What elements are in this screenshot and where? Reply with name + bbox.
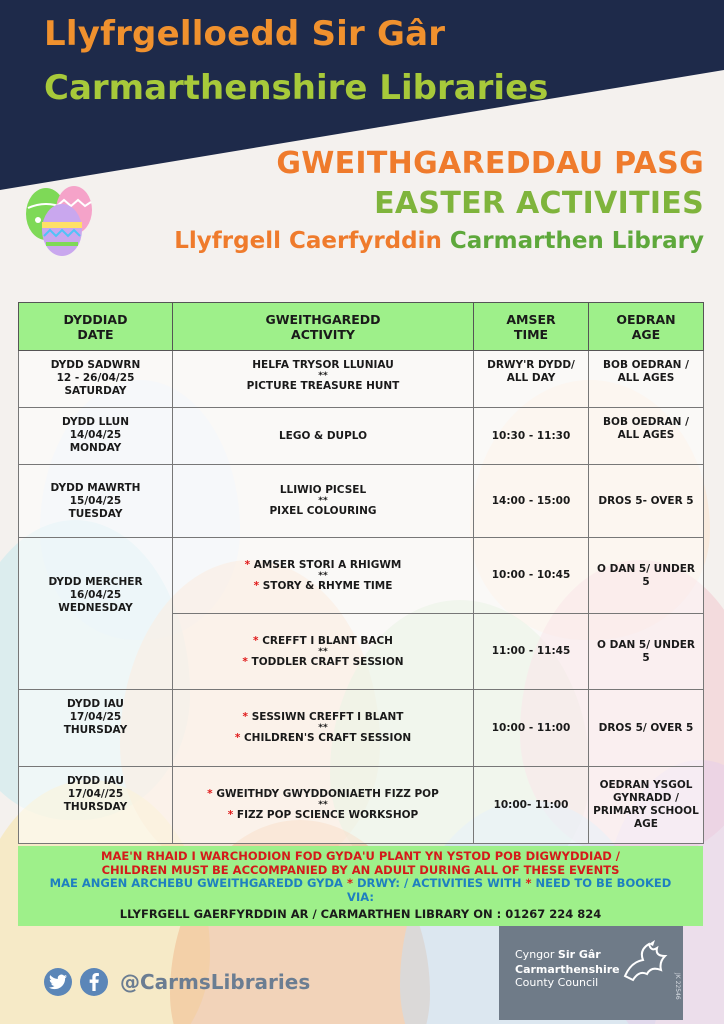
easter-eggs-icon [24,182,96,258]
document-code: JK 22546 [674,973,681,1000]
age-cell: DROS 5- OVER 5 [589,465,704,538]
activity-cell: LEGO & DUPLO [173,408,474,465]
activity-cell: * SESSIWN CREFFT I BLANT ** * CHILDREN'S CRAFT SESSION [173,690,474,767]
table-row [19,465,704,538]
booking-via: VIA: [347,889,374,904]
council-subtitle: County Council [515,976,599,989]
header-activity: GWEITHGAREDD ACTIVITY [173,303,474,351]
dragon-icon [621,936,671,986]
table-row [19,408,704,465]
time-cell: DRWY'R DYDD/ ALL DAY [474,351,589,408]
table-row [19,690,704,767]
activities-table [18,302,704,844]
header-age: OEDRAN AGE [589,303,704,351]
date-cell: DYDD LLUN 14/04/25 MONDAY [19,408,173,465]
booking-notice [18,846,703,926]
council-name-welsh: Cyngor Sir Gâr [515,948,601,961]
booking-line: MAE ANGEN ARCHEBU GWEITHGAREDD GYDA * DRWY: / ACTIVITIES WITH * NEED TO BE BOOKED [49,876,672,890]
notice-line-welsh: MAE'N RHAID I WARCHODION FOD GYDA'U PLANT YN YSTOD POB DIGWYDDIAD / [101,849,620,863]
table-header-row [19,303,704,351]
time-cell: 14:00 - 15:00 [474,465,589,538]
booking-contact: LLYFRGELL GAERFYRDDIN AR / CARMARTHEN LIBRARY ON : 01267 224 824 [119,907,602,921]
activity-cell: * AMSER STORI A RHIGWM ** * STORY & RHYME TIME [173,538,474,614]
age-cell: BOB OEDRAN / ALL AGES [589,408,704,465]
notice-line-english: CHILDREN MUST BE ACCOMPANIED BY AN ADULT DURING ALL OF THESE EVENTS [101,862,620,877]
table-row [19,767,704,844]
time-cell: 10:00- 11:00 [474,767,589,844]
activity-cell: * GWEITHDY GWYDDONIAETH FIZZ POP ** * FIZZ POP SCIENCE WORKSHOP [173,767,474,844]
library-name: Llyfrgell Caerfyrddin Carmarthen Library [174,228,704,254]
table-row [19,538,704,614]
title-english: Carmarthenshire Libraries [44,68,549,108]
time-cell: 10:00 - 10:45 [474,538,589,614]
header-date: DYDDIAD DATE [19,303,173,351]
social-handle[interactable]: @CarmsLibraries [120,970,311,994]
activity-cell: * CREFFT I BLANT BACH ** * TODDLER CRAFT SESSION [173,614,474,690]
twitter-icon[interactable] [44,968,72,996]
date-cell: DYDD MERCHER 16/04/25 WEDNESDAY [19,538,173,690]
age-cell: OEDRAN YSGOL GYNRADD / PRIMARY SCHOOL AGE [589,767,704,844]
header-time: AMSER TIME [474,303,589,351]
age-cell: O DAN 5/ UNDER 5 [589,614,704,690]
facebook-icon[interactable] [80,968,108,996]
age-cell: O DAN 5/ UNDER 5 [589,538,704,614]
social-links [44,968,310,996]
title-welsh: Llyfrgelloedd Sir Gâr [44,14,446,54]
date-cell: DYDD IAU 17/04/25 THURSDAY [19,690,173,767]
activity-cell: LLIWIO PICSEL ** PIXEL COLOURING [173,465,474,538]
council-logo [499,926,683,1020]
time-cell: 10:30 - 11:30 [474,408,589,465]
date-cell: DYDD MAWRTH 15/04/25 TUESDAY [19,465,173,538]
age-cell: BOB OEDRAN / ALL AGES [589,351,704,408]
date-cell: DYDD SADWRN 12 - 26/04/25 SATURDAY [19,351,173,408]
heading-welsh: GWEITHGAREDDAU PASG [276,146,704,181]
table-row [19,351,704,408]
heading-english: EASTER ACTIVITIES [374,186,704,221]
date-cell: DYDD IAU 17/04//25 THURSDAY [19,767,173,844]
time-cell: 10:00 - 11:00 [474,690,589,767]
activity-cell: HELFA TRYSOR LLUNIAU ** PICTURE TREASURE HUNT [173,351,474,408]
age-cell: DROS 5/ OVER 5 [589,690,704,767]
council-name-english: Carmarthenshire [515,963,620,976]
time-cell: 11:00 - 11:45 [474,614,589,690]
